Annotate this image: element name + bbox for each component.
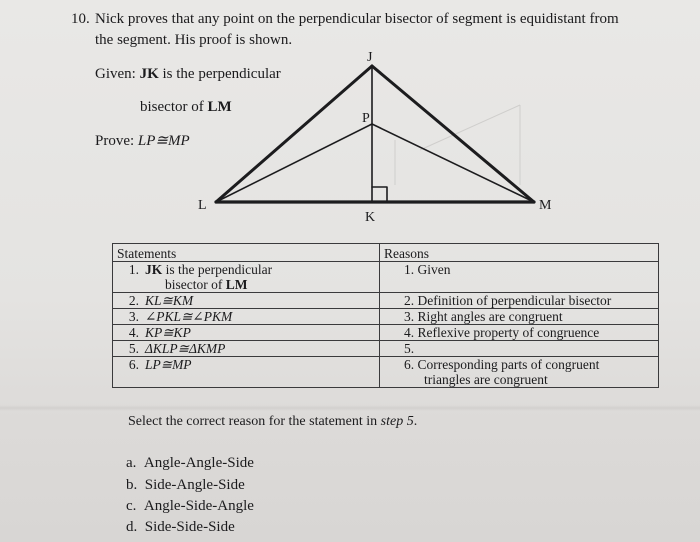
reason-6: [380, 357, 659, 388]
reason-4: 4. Reflexive property of congruence: [380, 325, 659, 341]
proof-row-6: [113, 357, 659, 388]
prove-prefix: Prove:: [95, 133, 138, 149]
statement-2: [113, 293, 380, 309]
statement-1-number: 1.: [128, 262, 139, 277]
statement-3-text: ∠PKL≅∠PKM: [145, 309, 233, 324]
reason-5: 5.: [380, 341, 659, 357]
segment-jl: [216, 66, 372, 202]
statement-4: [113, 325, 380, 341]
triangle-diagram: [0, 0, 700, 240]
given-middle: is the perpendicular: [158, 66, 281, 82]
proof-row-2: [113, 293, 659, 309]
statement-1-text: is the perpendicular: [162, 262, 273, 277]
statement-5: [113, 341, 380, 357]
statement-5-text: ΔKLP≅ΔKMP: [145, 341, 226, 356]
statement-1-segment-lm: LM: [225, 277, 248, 292]
problem-text-line2: the segment. His proof is shown.: [95, 32, 293, 48]
choice-c-text: Angle-Side-Angle: [143, 498, 254, 514]
statement-4-text: KP≅KP: [145, 325, 191, 340]
choice-c[interactable]: [126, 498, 254, 515]
proof-row-4: [113, 325, 659, 341]
label-p: P: [362, 111, 370, 126]
reason-6-line1: 6. Corresponding parts of congruent: [404, 357, 600, 372]
given-segment-jk: JK: [139, 66, 159, 82]
problem-text-line1: Nick proves that any point on the perpendicular bisector of segment is equidistant from: [95, 11, 619, 27]
choice-d[interactable]: [126, 519, 235, 536]
question-text: [128, 413, 417, 430]
statement-4-number: 4.: [128, 325, 139, 340]
label-l: L: [198, 198, 207, 213]
choice-a[interactable]: [126, 455, 254, 472]
given-line2-text: bisector of: [140, 99, 208, 115]
statement-1: [113, 262, 380, 293]
statement-2-text: KL≅KM: [145, 293, 194, 308]
reason-2: 2. Definition of perpendicular bisector: [380, 293, 659, 309]
statement-1-segment-jk: JK: [145, 262, 163, 277]
choice-d-letter: d.: [126, 519, 138, 535]
segment-jm: [372, 66, 534, 202]
right-angle-mark: [372, 187, 387, 202]
statement-6: [113, 357, 380, 388]
statement-6-number: 6.: [128, 357, 139, 372]
choice-a-letter: a.: [126, 455, 137, 471]
statements-header: Statements: [113, 244, 380, 262]
statement-2-number: 2.: [128, 293, 139, 308]
choice-a-text: Angle-Angle-Side: [143, 455, 254, 471]
statement-3-number: 3.: [128, 309, 139, 324]
label-j: J: [367, 50, 373, 65]
question-end: .: [413, 414, 418, 429]
paper-fold-shadow: [0, 405, 700, 411]
choice-b[interactable]: [126, 477, 245, 494]
statement-6-text: LP≅MP: [145, 357, 192, 372]
statement-1-line2-text: bisector of: [165, 277, 226, 292]
question-main: Select the correct reason for the statement in: [128, 414, 381, 429]
proof-row-5: [113, 341, 659, 357]
reason-1: 1. Given: [380, 262, 659, 293]
reason-3: 3. Right angles are congruent: [380, 309, 659, 325]
choice-b-letter: b.: [126, 477, 138, 493]
choice-c-letter: c.: [126, 498, 137, 514]
label-m: M: [539, 198, 552, 213]
given-segment-lm: LM: [207, 99, 232, 115]
reason-6-line2: triangles are congruent: [424, 372, 548, 387]
problem-number: 10.: [71, 11, 90, 27]
statement-5-number: 5.: [128, 341, 139, 356]
statement-1-line2: [117, 277, 247, 292]
choice-b-text: Side-Angle-Side: [144, 477, 245, 493]
proof-row-3: [113, 309, 659, 325]
statement-3: [113, 309, 380, 325]
reasons-header: Reasons: [380, 244, 659, 262]
proof-row-1: [113, 262, 659, 293]
proof-table: [112, 243, 659, 388]
prove-statement: LP≅MP: [137, 133, 190, 149]
choice-d-text: Side-Side-Side: [144, 519, 235, 535]
question-step: step 5: [380, 414, 414, 429]
label-k: K: [365, 210, 376, 225]
given-prefix: Given:: [95, 66, 140, 82]
proof-table-header: [113, 244, 659, 262]
